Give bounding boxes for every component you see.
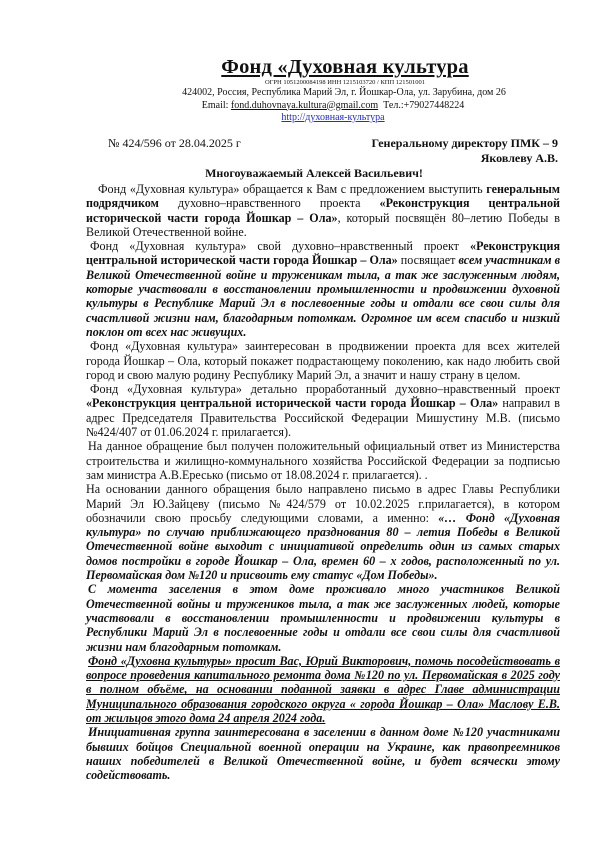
- addressee-name: Яковлеву А.В.: [480, 151, 558, 165]
- paragraph-2: [86, 239, 560, 339]
- letter-reference-number: № 424/596 от 28.04.2025 г: [108, 136, 241, 150]
- quoted-request: «… Фонд «Духовная культура» по случаю приближающего празднования 80 – летия Победы в Великой Отечественной войне выходит с инициативой определить один из самых старых домов постройки в городе Йошкар – Ола, времен 60 – х годов, расположенный по ул. Первомайская дом №120 и присвоить ему статус «Дом Победы».: [86, 510, 560, 583]
- main-request: Фонд «Духовна культуры» просит Вас, Юрий Викторович, помочь посодействовать в вопросе проведения капитального ремонта дома №120 по ул. Первомайская в 2025 году в полном объёме, на основании поданной заявки в адрес Главе администрации Муниципального образования городского округа « города Йошкар – Ола» Маслову Е.В. от жильцов этого дома 24 апреля 2024 года.: [86, 653, 560, 725]
- registration-numbers: ОГРН 1051200084198 ИНН 1215103720 / КПП 121501001: [264, 79, 426, 86]
- paragraph-8: [86, 654, 560, 725]
- paragraph-text: Фонд «Духовная культура» обращается к Вам с предложением выступить: [98, 182, 487, 196]
- letterhead: [120, 56, 540, 125]
- paragraph-4: [86, 382, 560, 439]
- website-link[interactable]: http://духовная-культура: [281, 112, 385, 123]
- paragraph-1: [86, 182, 560, 239]
- organization-title: Фонд «Духовная культура: [221, 56, 469, 78]
- paragraph-text: направил в адрес Председателя Правительства Российской Федерации Мишустину М.В. (письмо №424/407 от 01.06.2024 г. прилагается).: [86, 396, 560, 440]
- initiative-group-text: Инициативная группа заинтересована в заселении в данном доме №120 участниками бывших бойцов Специальной военной операции на Украине, как правопреемников наших победителей в Великой Отечественной войне, и будет всячески этому содействовать.: [86, 725, 560, 783]
- organization-address: 424002, Россия, Республика Марий Эл, г. Йошкар-Ола, ул. Зарубина, дом 26: [182, 87, 506, 98]
- paragraph-6: [86, 482, 560, 582]
- paragraph-text: На основании данного обращения было направлено письмо в адрес Главы Республики Марий Эл Ю.Зайцеву (письмо №424/579 от 10.02.2025 г.прилагается), в котором обозначили свою просьбу следующими словами, а именно:: [86, 482, 560, 525]
- phone-number: Тел.:+79027448224: [383, 99, 465, 111]
- letter-body: [86, 182, 560, 782]
- paragraph-text: Фонд «Духовная культура» свой духовно–нравственный проект: [90, 239, 471, 254]
- addressee-position: Генеральному директору ПМК – 9: [371, 136, 558, 150]
- email-link[interactable]: fond.duhovnaya.kultura@gmail.com: [230, 99, 379, 111]
- contact-line: [126, 100, 540, 113]
- addressee-block: [371, 136, 558, 166]
- paragraph-text: духовно–нравственного проекта: [158, 196, 380, 211]
- bold-text: генеральным подрядчиком: [86, 182, 560, 211]
- paragraph-text: посвящает: [397, 253, 459, 268]
- project-name: «Реконструкция центральной исторической части города Йошкар – Ола»: [86, 396, 499, 411]
- paragraph-text: Фонд «Духовная культура» заинтересован в продвижении проекта для всех жителей города Йошкар – Ола, который покажет подрастающему поколению, как надо любить свой город и свою малую родину Республику Марий Эл, а значит и нашу страну в целом.: [86, 339, 560, 382]
- paragraph-9: [86, 725, 560, 782]
- paragraph-text: На данное обращение был получен положительный официальный ответ из Министерства строительства и жилищно-коммунального хозяйства Российской Федерации за подписью зам министра А.В.Ересько (письмо от 18.08.2024 г. прилагается). .: [86, 439, 560, 482]
- salutation: Многоуважаемый Алексей Васильевич!: [205, 166, 423, 180]
- paragraph-7: [86, 582, 560, 653]
- paragraph-5: [86, 439, 560, 482]
- project-name: «Реконструкция центральной исторической части города Йошкар – Ола»: [86, 239, 560, 268]
- project-name: «Реконструкция центральной исторической части города Йошкар – Ола»: [86, 196, 560, 225]
- paragraph-text: Фонд «Духовная культура» детально проработанный духовно–нравственный проект: [90, 382, 560, 397]
- paragraph-text: , который посвящён 80–летию Победы в Великой Отечественной войне.: [86, 210, 560, 239]
- paragraph-3: [86, 339, 560, 382]
- dedication-text: всем участникам в Великой Отечественной войне и труженикам тыла, а так же заслуженным людям, которые участвовали в восстановлении промышленности и продвижении духовной культуры в Республике Марий Эл в послевоенные годы и отдали все свои силы для счастливой жизни нам, благодарным потомкам. Огромное им всем спасибо и низкий поклон от всех нас живущих.: [86, 253, 560, 339]
- email-label: Email:: [201, 99, 229, 111]
- quoted-request-continued: С момента заселения в этом доме проживало много участников Великой Отечественной войны и тружеников тыла, а так же заслуженных людей, которые участвовали в восстановлении промышленности и продвижении культуры в Республики Марий Эл в послевоенные годы и отдали все свои силы для счастливой жизни нам благодарным потомкам.: [86, 582, 560, 654]
